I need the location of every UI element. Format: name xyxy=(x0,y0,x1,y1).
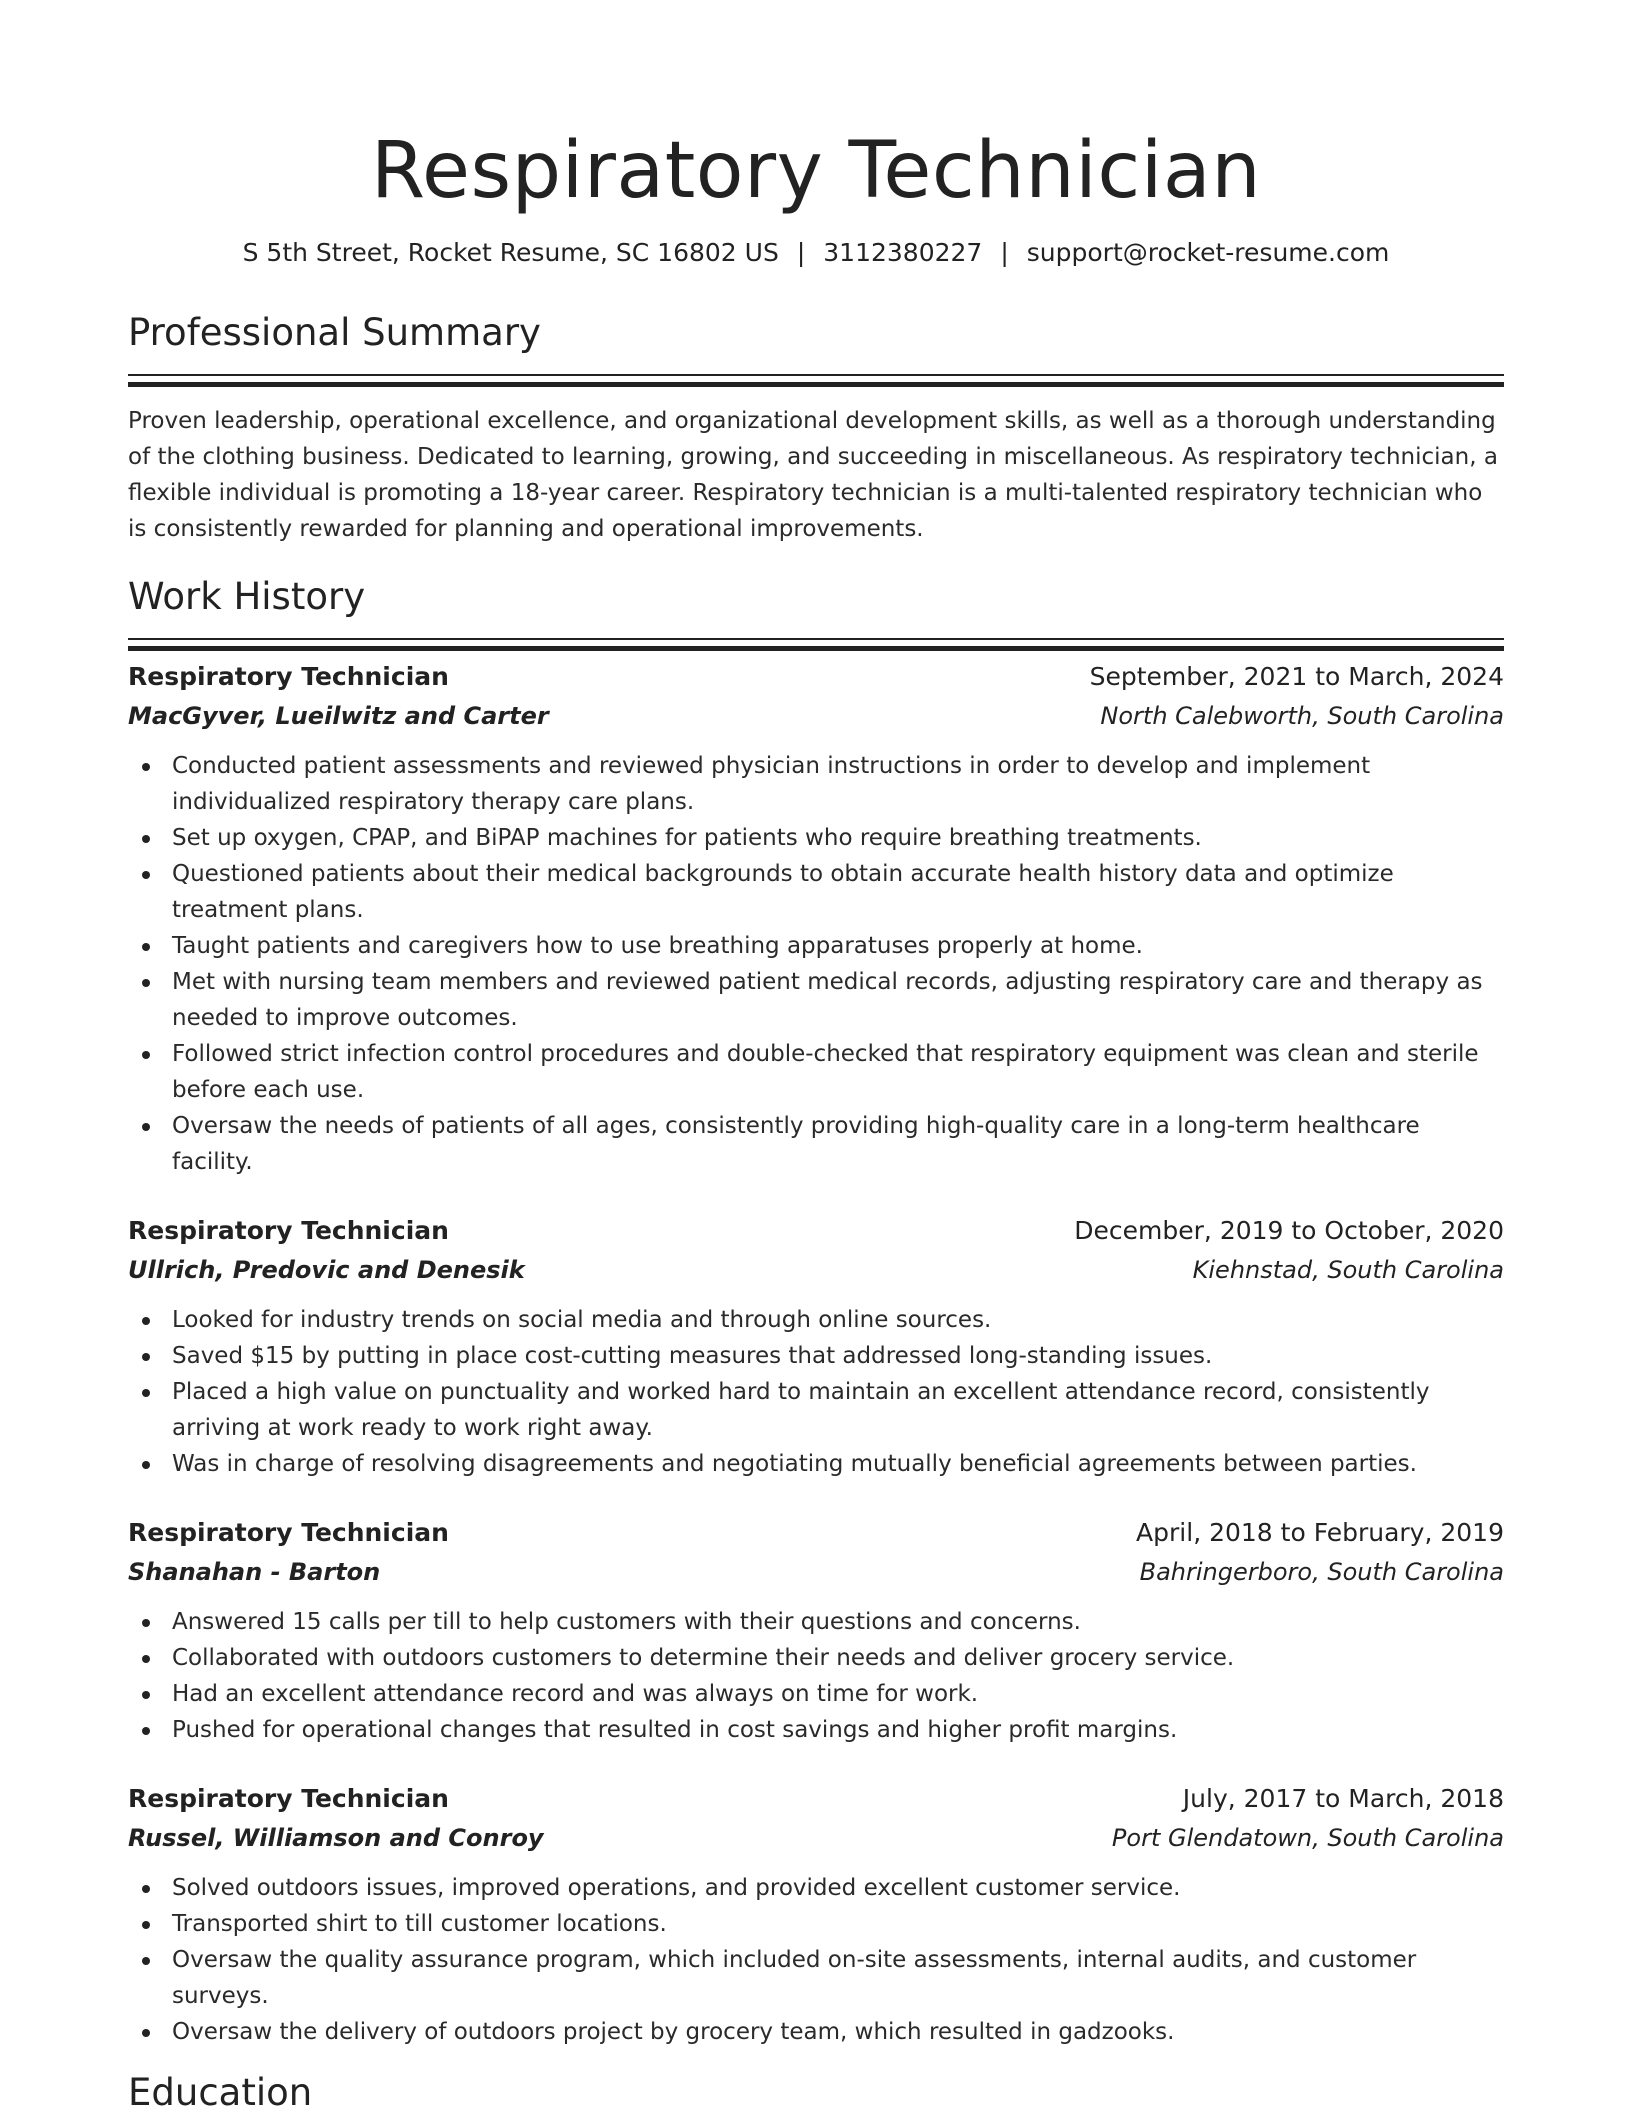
resume-name: Respiratory Technician xyxy=(370,126,1262,216)
job-bullet: Questioned patients about their medical backgrounds to obtain accurate health history data and optimize treatment plans. xyxy=(172,856,1504,928)
job-title: Respiratory Technician xyxy=(128,1784,449,1813)
contact-email: support@rocket-resume.com xyxy=(1026,238,1390,267)
job-entry xyxy=(128,1212,1504,1482)
job-bullet: Placed a high value on punctuality and worked hard to maintain an excellent attendance record, consistently arriving at work ready to work right away. xyxy=(172,1374,1504,1446)
job-company: Ullrich, Predovic and Denesik xyxy=(128,1256,525,1284)
job-header-row xyxy=(128,1212,1504,1250)
job-bullet: Met with nursing team members and reviewed patient medical records, adjusting respiratory care and therapy as needed to improve outcomes. xyxy=(172,964,1504,1036)
summary-section xyxy=(128,310,1504,547)
job-bullets xyxy=(128,748,1504,1180)
work-heading: Work History xyxy=(128,575,366,618)
summary-heading: Professional Summary xyxy=(128,311,541,354)
job-dates: September, 2021 to March, 2024 xyxy=(1089,662,1504,691)
summary-text: Proven leadership, operational excellence, and organizational development skills, as well as a thorough understanding of the clothing business. Dedicated to learning, growing, and succeeding in miscellaneous. As respiratory technician, a flexible individual is promoting a 18-year career. Respiratory technician is a multi-talented respiratory technician who is consistently rewarded for planning and operational improvements. xyxy=(128,408,1498,542)
job-title: Respiratory Technician xyxy=(128,1216,449,1245)
education-heading: Education xyxy=(128,2071,313,2114)
job-bullet: Followed strict infection control procedures and double-checked that respiratory equipment was clean and sterile before each use. xyxy=(172,1036,1504,1108)
job-bullet: Oversaw the delivery of outdoors project by grocery team, which resulted in gadzooks. xyxy=(172,2014,1504,2050)
job-dates: July, 2017 to March, 2018 xyxy=(1182,1784,1504,1813)
job-header-row xyxy=(128,658,1504,696)
job-location: North Calebworth, South Carolina xyxy=(1100,702,1504,730)
job-bullets xyxy=(128,1604,1504,1748)
contact-address: S 5th Street, Rocket Resume, SC 16802 US xyxy=(242,238,779,267)
job-bullets xyxy=(128,1302,1504,1482)
job-location: Bahringerboro, South Carolina xyxy=(1139,1558,1504,1586)
job-entry xyxy=(128,658,1504,1180)
job-bullet: Looked for industry trends on social media and through online sources. xyxy=(172,1302,1504,1338)
job-subheader-row xyxy=(128,1552,1504,1592)
contact-separator: | xyxy=(1000,238,1009,267)
job-bullet: Oversaw the quality assurance program, which included on-site assessments, internal audits, and customer surveys. xyxy=(172,1942,1504,2014)
job-company: Russel, Williamson and Conroy xyxy=(128,1824,544,1852)
job-title: Respiratory Technician xyxy=(128,1518,449,1547)
job-entry xyxy=(128,1780,1504,2050)
job-subheader-row xyxy=(128,1818,1504,1858)
section-divider xyxy=(128,638,1504,640)
job-subheader-row xyxy=(128,1250,1504,1290)
contact-line xyxy=(128,236,1504,270)
job-bullet: Was in charge of resolving disagreements and negotiating mutually beneficial agreements between parties. xyxy=(172,1446,1504,1482)
job-subheader-row xyxy=(128,696,1504,736)
contact-separator: | xyxy=(796,238,806,267)
job-entry xyxy=(128,1514,1504,1748)
job-bullets xyxy=(128,1870,1504,2050)
job-header-row xyxy=(128,1780,1504,1818)
job-location: Port Glendatown, South Carolina xyxy=(1111,1824,1504,1852)
job-bullet: Taught patients and caregivers how to use breathing apparatuses properly at home. xyxy=(172,928,1504,964)
job-bullet: Saved $15 by putting in place cost-cutting measures that addressed long-standing issues. xyxy=(172,1338,1504,1374)
job-bullet: Had an excellent attendance record and was always on time for work. xyxy=(172,1676,1504,1712)
job-bullet: Pushed for operational changes that resulted in cost savings and higher profit margins. xyxy=(172,1712,1504,1748)
job-bullet: Solved outdoors issues, improved operations, and provided excellent customer service. xyxy=(172,1870,1504,1906)
job-title: Respiratory Technician xyxy=(128,662,449,691)
job-dates: April, 2018 to February, 2019 xyxy=(1136,1518,1504,1547)
job-company: MacGyver, Lueilwitz and Carter xyxy=(128,702,549,730)
job-bullet: Collaborated with outdoors customers to determine their needs and deliver grocery service. xyxy=(172,1640,1504,1676)
education-section xyxy=(128,2070,1504,2116)
job-bullet: Set up oxygen, CPAP, and BiPAP machines for patients who require breathing treatments. xyxy=(172,820,1504,856)
job-bullet: Oversaw the needs of patients of all ages, consistently providing high-quality care in a long-term healthcare facility. xyxy=(172,1108,1504,1180)
section-divider xyxy=(128,374,1504,376)
job-company: Shanahan - Barton xyxy=(128,1558,381,1586)
job-bullet: Answered 15 calls per till to help customers with their questions and concerns. xyxy=(172,1604,1504,1640)
job-bullet: Conducted patient assessments and reviewed physician instructions in order to develop and implement individualized respiratory therapy care plans. xyxy=(172,748,1504,820)
work-section xyxy=(128,574,1504,2050)
job-location: Kiehnstad, South Carolina xyxy=(1192,1256,1504,1284)
job-dates: December, 2019 to October, 2020 xyxy=(1074,1216,1504,1245)
job-header-row xyxy=(128,1514,1504,1552)
resume-page xyxy=(128,0,1504,2116)
job-bullet: Transported shirt to till customer locations. xyxy=(172,1906,1504,1942)
contact-phone: 3112380227 xyxy=(823,238,983,267)
